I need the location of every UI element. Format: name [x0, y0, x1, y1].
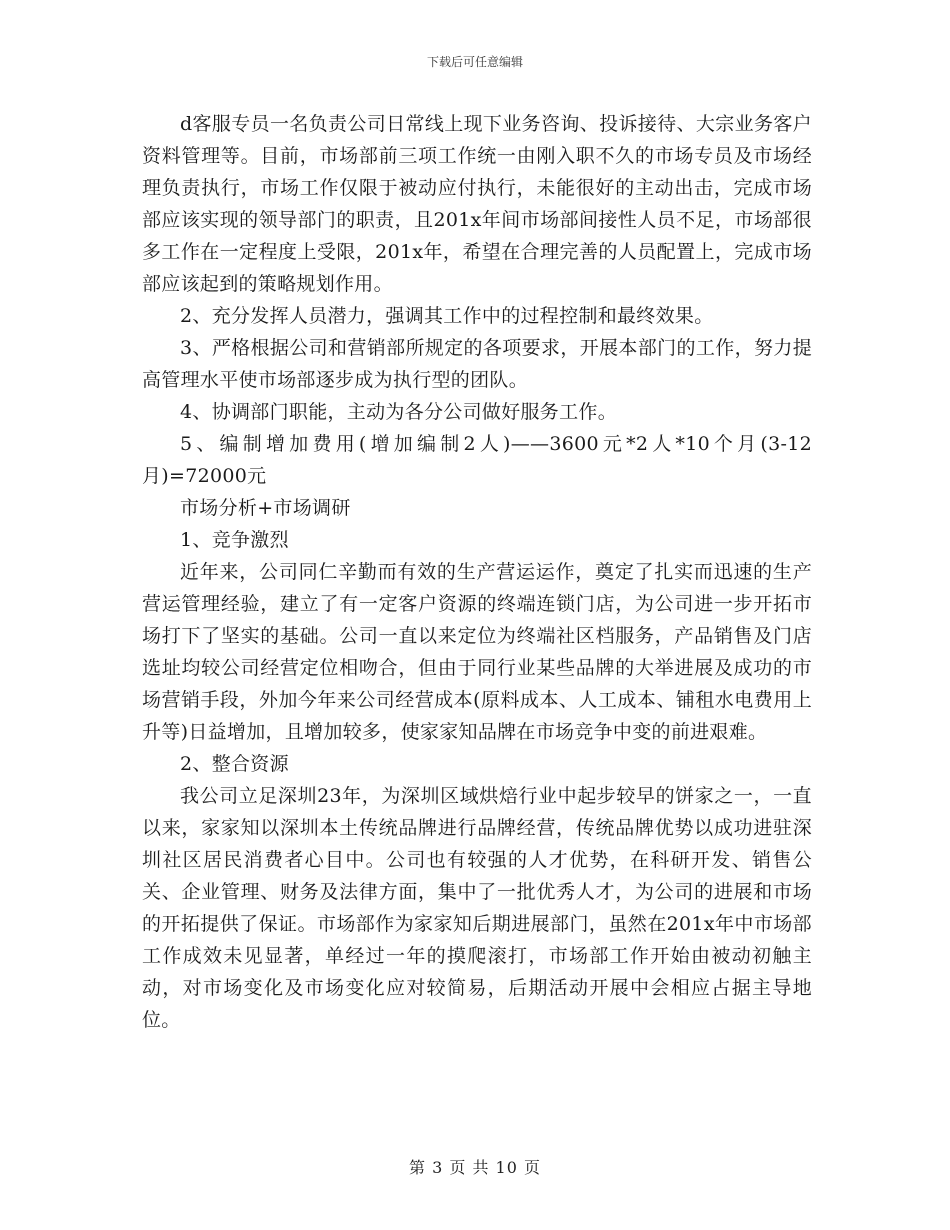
list-item: 2、充分发挥人员潜力，强调其工作中的过程控制和最终效果。 [180, 305, 714, 327]
subsection-heading: 2、整合资源 [180, 753, 289, 775]
paragraph: d客服专员一名负责公司日常线上现下业务咨询、投诉接待、大宗业务客户资料管理等。目前，市场部前三项工作统一由刚入职不久的市场专员及市场经理负责执行，市场工作仅限于被动应付执行，未能很好的主动出击，完成市场部应该实现的领导部门的职责，且201x年间市场部间接性人员不足，市场部很多工作在一定程度上受限，201x年，希望在合理完善的人员配置上，完成市场部应该起到的策略规划作用。 [142, 113, 812, 295]
document-body [142, 108, 812, 1036]
page-number: 第 3 页 共 10 页 [409, 1158, 541, 1177]
list-item: 3、严格根据公司和营销部所规定的各项要求，开展本部门的工作，努力提高管理水平使市场部逐步成为执行型的团队。 [142, 337, 812, 391]
page-header: 下载后可任意编辑 [426, 55, 523, 69]
subsection-heading: 1、竞争激烈 [180, 529, 289, 551]
list-item: 4、协调部门职能，主动为各分公司做好服务工作。 [180, 401, 617, 423]
paragraph: 近年来，公司同仁辛勤而有效的生产营运运作，奠定了扎实而迅速的生产营运管理经验，建立了有一定客户资源的终端连锁门店，为公司进一步开拓市场打下了坚实的基础。公司一直以来定位为终端社区档服务，产品销售及门店选址均较公司经营定位相吻合，但由于同行业某些品牌的大举进展及成功的市场营销手段，外加今年来公司经营成本(原料成本、人工成本、铺租水电费用上升等)日益增加，且增加较多，使家家知品牌在市场竞争中变的前进艰难。 [142, 561, 812, 743]
list-item: 5、编制增加费用(增加编制2人)——3600元*2人*10个月(3-12月)=72000元 [142, 433, 812, 487]
section-heading: 市场分析+市场调研 [180, 497, 351, 519]
paragraph: 我公司立足深圳23年，为深圳区域烘焙行业中起步较早的饼家之一，一直以来，家家知以深圳本土传统品牌进行品牌经营，传统品牌优势以成功进驻深圳社区居民消费者心目中。公司也有较强的人才优势，在科研开发、销售公关、企业管理、财务及法律方面，集中了一批优秀人才，为公司的进展和市场的开拓提供了保证。市场部作为家家知后期进展部门，虽然在201x年中市场部工作成效未见显著，单经过一年的摸爬滚打，市场部工作开始由被动初触主动，对市场变化及市场变化应对较简易，后期活动开展中会相应占据主导地位。 [142, 785, 812, 1031]
